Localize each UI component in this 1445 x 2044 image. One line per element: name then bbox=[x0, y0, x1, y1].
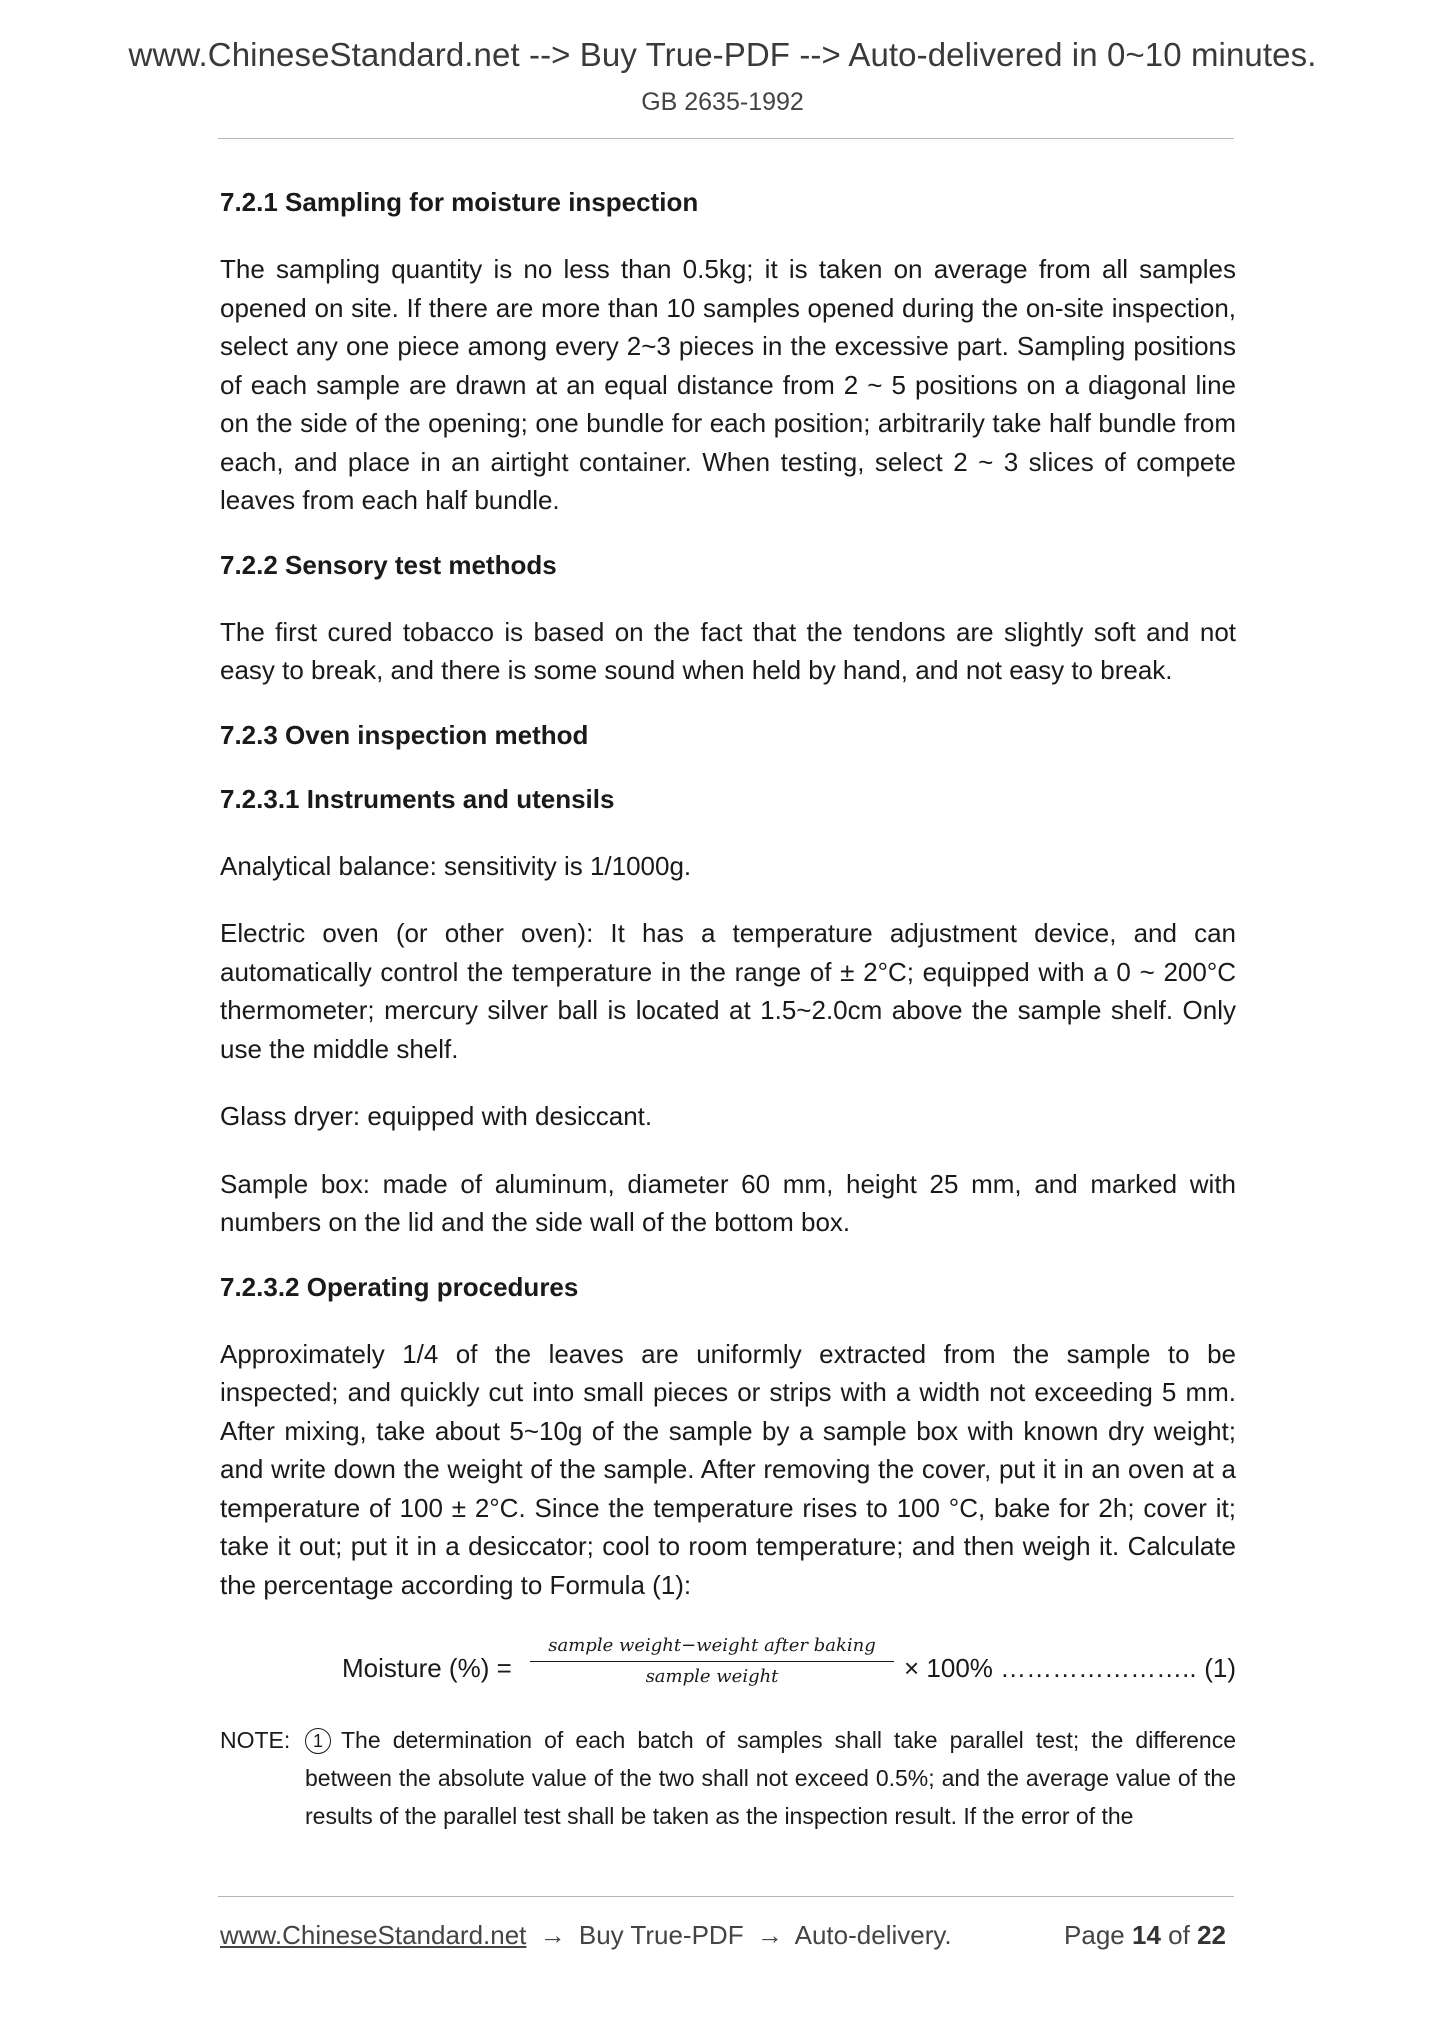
footer-site-link[interactable]: www.ChineseStandard.net bbox=[220, 1920, 527, 1950]
heading-7-2-3: 7.2.3 Oven inspection method bbox=[220, 719, 589, 750]
paragraph-sensory: The first cured tobacco is based on the fact that the tendons are slightly soft and not easy to break, and there is some sound when held by hand, and not easy to break. bbox=[220, 616, 1236, 685]
arrow-right-icon: → bbox=[539, 1920, 566, 1950]
footer-delivery-label: Auto-delivery. bbox=[794, 1920, 952, 1950]
formula-lhs: Moisture (%) = bbox=[342, 1653, 512, 1683]
arrow-right-icon: → bbox=[756, 1920, 783, 1950]
page-total: 22 bbox=[1197, 1920, 1226, 1950]
paragraph-sample-box: Sample box: made of aluminum, diameter 60 mm, height 25 mm, and marked with numbers on the lid and the side wall of the bottom box. bbox=[220, 1168, 1236, 1237]
paragraph-procedures: Approximately 1/4 of the leaves are uniformly extracted from the sample to be inspected; and quickly cut into small pieces or strips with a width not exceeding 5 mm. After mixing, take about 5~10g of the sample by a sample box with known dry weight; and write down the weight of the sample. After removing the cover, put it in an oven at a temperature of 100 ± 2°C. Since the temperature rises to 100 °C, bake for 2h; cover it; take it out; put it in a desiccator; cool to room temperature; and then weigh it. Calculate the percentage according to Formula (1): bbox=[220, 1338, 1236, 1600]
fraction-bar bbox=[530, 1661, 894, 1662]
formula-numerator: sample weight−weight after baking bbox=[548, 1635, 876, 1656]
paragraph-dryer: Glass dryer: equipped with desiccant. bbox=[220, 1101, 653, 1131]
heading-7-2-3-1: 7.2.3.1 Instruments and utensils bbox=[220, 783, 615, 814]
heading-7-2-2: 7.2.2 Sensory test methods bbox=[220, 549, 557, 580]
moisture-formula bbox=[220, 1633, 1236, 1699]
document-id: GB 2635-1992 bbox=[641, 88, 804, 116]
circled-number-marker: 1 bbox=[305, 1728, 331, 1754]
page-of: of bbox=[1168, 1920, 1190, 1950]
note-label: NOTE: bbox=[220, 1727, 291, 1753]
footer-buy-label: Buy True-PDF bbox=[578, 1920, 744, 1950]
formula-rhs: × 100% ………………….. bbox=[904, 1653, 1197, 1683]
formula-denominator: sample weight bbox=[645, 1666, 779, 1687]
footer-divider bbox=[218, 1896, 1234, 1897]
page-content bbox=[220, 186, 1236, 1835]
paragraph-balance: Analytical balance: sensitivity is 1/1000g. bbox=[220, 850, 692, 881]
note-text: The determination of each batch of samples shall take parallel test; the difference between the absolute value of the two shall not exceed 0.5%; and the average value of the results of the parallel test shall be taken as the inspection result. If the error of the bbox=[305, 1727, 1236, 1829]
page-footer bbox=[220, 1920, 1234, 1951]
heading-7-2-1: 7.2.1 Sampling for moisture inspection bbox=[220, 187, 699, 217]
page-indicator bbox=[1064, 1920, 1226, 1951]
note-body bbox=[305, 1721, 1236, 1835]
header-divider bbox=[218, 138, 1234, 139]
page-current: 14 bbox=[1132, 1920, 1161, 1950]
formula-fraction bbox=[530, 1633, 894, 1689]
note-block bbox=[220, 1721, 1236, 1835]
paragraph-oven: Electric oven (or other oven): It has a temperature adjustment device, and can automatically control the temperature in the range of ± 2°C; equipped with a 0 ~ 200°C thermometer; mercury silver ball is located at 1.5~2.0cm above the sample shelf. Only use the middle shelf. bbox=[220, 918, 1236, 1064]
header-banner: www.ChineseStandard.net --> Buy True-PDF --> Auto-delivered in 0~10 minutes. bbox=[128, 36, 1317, 73]
heading-7-2-3-2: 7.2.3.2 Operating procedures bbox=[220, 1271, 579, 1302]
formula-number: (1) bbox=[1204, 1653, 1236, 1683]
paragraph-sampling: The sampling quantity is no less than 0.5kg; it is taken on average from all samples opened on site. If there are more than 10 samples opened during the on-site inspection, select any one piece among every 2~3 pieces in the excessive part. Sampling positions of each sample are drawn at an equal distance from 2 ~ 5 positions on a diagonal line on the side of the opening; one bundle for each position; arbitrarily take half bundle from each, and place in an airtight container. When testing, select 2 ~ 3 slices of compete leaves from each half bundle. bbox=[220, 254, 1236, 515]
page-word: Page bbox=[1064, 1920, 1125, 1950]
